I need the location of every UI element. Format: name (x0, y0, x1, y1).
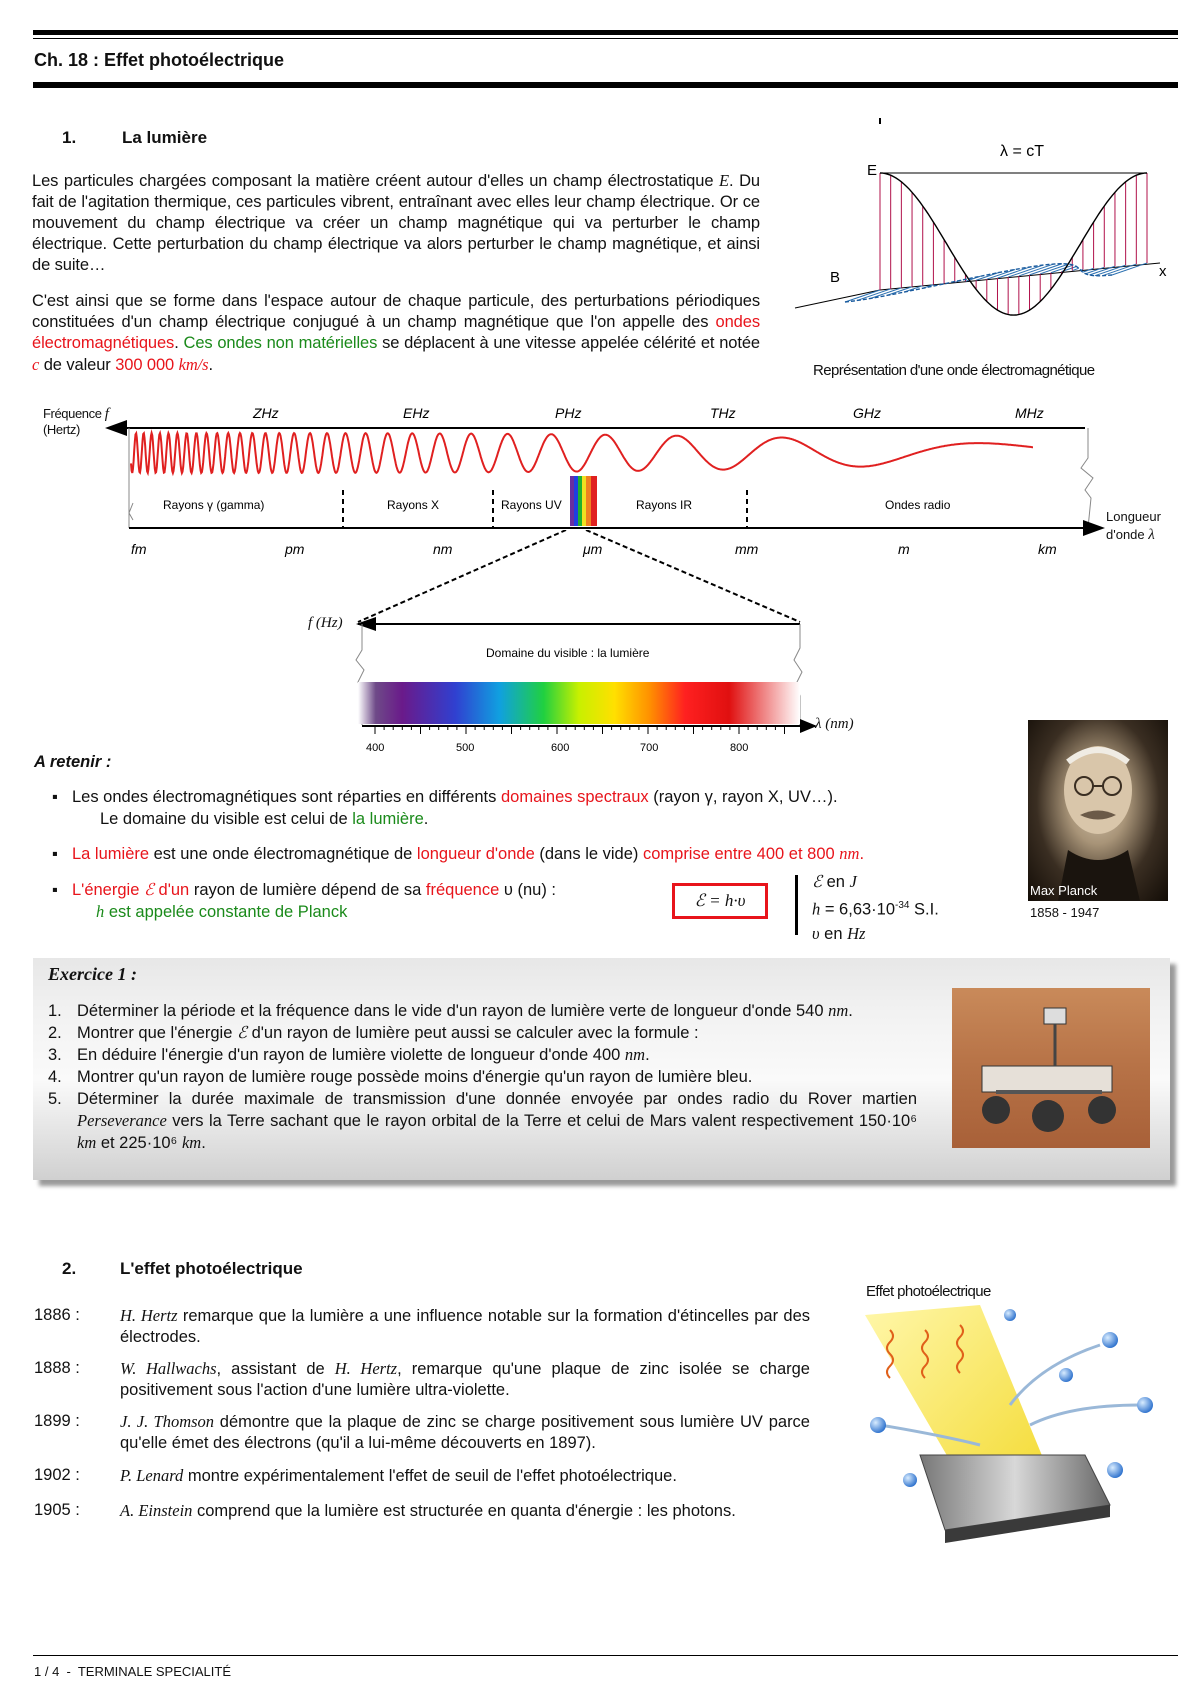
exercise-list (48, 1000, 928, 1154)
formula-units: ℰ en J $h = 6,63\cdot 10^{-34}$ S.I. υ en Hz (812, 872, 939, 943)
exercise-item: 5. Déterminer la durée maximale de transmission d'une donnée envoyée par ondes radio du Rover martien Perseverance vers la Terre sachant que le rayon orbital de la Terre et celui de Mars valent respectivement 150·10⁶ km et 225·10⁶ km. (48, 1090, 917, 1152)
section1-paragraph-2: C'est ainsi que se forme dans l'espace autour de chaque particule, des perturbations périodiques constituées d'un champ électrique conjugué à un champ magnétique que l'on appelle des ondes électromagnétiques. Ces ondes non matérielles se déplacent à une vitesse appelée célérité et notée c de valeur 300 000 km/s. (32, 292, 760, 374)
domain-gamma: Rayons γ (gamma) (163, 498, 265, 512)
header-rule-top (33, 30, 1178, 35)
freq-tick-thz: THz (710, 405, 736, 421)
wl-tick-um: μm (583, 541, 603, 557)
domain-radio: Ondes radio (885, 498, 951, 512)
header-rule-bottom (33, 82, 1178, 88)
freq-tick-zhz: ZHz (253, 405, 279, 421)
spectrum-freq-label: Fréquence f (Hertz) (43, 406, 109, 437)
retenir-title: A retenir : (34, 753, 112, 771)
visible-tick-600: 600 (551, 742, 570, 754)
wl-tick-fm: fm (131, 541, 147, 557)
header-rule-thin (33, 38, 1178, 39)
section2-number: 2. (62, 1259, 77, 1278)
wl-tick-m: m (898, 541, 910, 557)
domain-x: Rayons X (387, 498, 440, 512)
spectrum-freq-ticks (252, 405, 1044, 421)
section1-title: La lumière (122, 128, 208, 147)
freq-tick-mhz: MHz (1015, 405, 1044, 421)
exercise-item: 4. Montrer qu'un rayon de lumière rouge possède moins d'énergie qu'un rayon de lumière bleu. (48, 1068, 753, 1086)
section1-number: 1. (62, 128, 77, 147)
retenir-bullet-2: ▪ La lumière est une onde électromagnétique de longueur d'onde (dans le vide) comprise entre 400 et 800 nm. (52, 844, 865, 863)
freq-tick-ehz: EHz (403, 405, 430, 421)
domain-uv: Rayons UV (501, 498, 562, 512)
retenir-bullet-3: ▪ L'énergie ℰ d'un rayon de lumière dépend de sa fréquence υ (nu) : h est appelée constante de Planck (52, 880, 556, 921)
visible-wl-label: λ (nm) (815, 716, 854, 732)
history-list: 1886 : H. Hertz remarque que la lumière a une influence notable sur la formation d'étincelles par des électrodes. 1888 : W. Hallwachs, assistant de H. Hertz, remarque qu'une plaque de zinc isolée se charge positivement sous l'action d'une lumière ultra-violette. 1899 : J. J. Thomson démontre que la plaque de zinc se charge positivement sous lumière UV parce qu'elle émet des électrons (qu'il a lui-même découverts en 1897). 1902 : P. Lenard montre expérimentalement l'effet de seuil de l'effet photoélectrique. 1905 : A. Einstein comprend que la lumière est structurée en quanta d'énergie : les photons. (34, 1306, 810, 1520)
formula-units-bar (795, 875, 798, 935)
planck-formula-box: ℰ = h·υ (672, 883, 768, 919)
wl-tick-mm: mm (735, 541, 759, 557)
exercise-item: 1. Déterminer la période et la fréquence dans le vide d'un rayon de lumière verte de longueur d'onde 540 nm. (48, 1001, 853, 1020)
domain-ir: Rayons IR (636, 498, 693, 512)
footer-rule (33, 1655, 1178, 1656)
em-wave-figure (785, 118, 1175, 380)
freq-tick-phz: PHz (555, 405, 582, 421)
visible-domain-figure (300, 530, 860, 756)
visible-tick-500: 500 (456, 742, 475, 754)
exercise-title: Exercice 1 : (48, 964, 137, 984)
visible-tick-700: 700 (640, 742, 659, 754)
page-title: Ch. 18 : Effet photoélectrique (34, 50, 285, 70)
em-wave-label-b: B (830, 269, 841, 286)
rover-icon (952, 988, 1150, 1148)
retenir-bullet-1: ▪ Les ondes électromagnétiques sont réparties en différents domaines spectraux (rayon γ, rayon X, UV…). Le domaine du visible est celui de la lumière. (52, 788, 838, 828)
em-wave-formula: λ = cT (1000, 143, 1045, 160)
wl-tick-nm: nm (433, 541, 453, 557)
em-wave-caption: Représentation d'une onde électromagnétique (813, 362, 1095, 379)
spectrum-wl-label: Longueur d'onde λ (1106, 509, 1161, 543)
photoelectric-illustration (860, 1305, 1160, 1545)
planck-name: Max Planck (1030, 883, 1098, 898)
visible-tick-400: 400 (366, 742, 385, 754)
em-wave-label-x: x (1159, 263, 1167, 280)
section2-title: L'effet photoélectrique (120, 1259, 303, 1278)
em-wave-label-e: E (867, 162, 878, 179)
rover-image (952, 988, 1150, 1148)
freq-tick-ghz: GHz (853, 405, 881, 421)
exercise-item: 2. Montrer que l'énergie ℰ d'un rayon de lumière peut aussi se calculer avec la formule : (48, 1023, 699, 1042)
planck-face-icon (1028, 720, 1168, 901)
wl-tick-pm: pm (285, 541, 305, 557)
visible-f-label: f (Hz) (308, 615, 343, 631)
exercise-item: 3. En déduire l'énergie d'un rayon de lumière violette de longueur d'onde 400 nm. (48, 1045, 650, 1064)
section1-paragraph-1: Les particules chargées composant la matière créent autour d'elles un champ électrostatique E. Du fait de l'agitation thermique, ces particules vibrent, entraînant avec elles leur champ électrique. Or ce mouvement du champ électrique va créer un champ magnétique qui va perturber le champ électrique. Cette perturbation du champ électrique va alors perturber le champ magnétique, et ainsi de suite… (32, 171, 760, 274)
wl-tick-km: km (1038, 541, 1057, 557)
spectrum-domain-labels (163, 498, 951, 512)
visible-title: Domaine du visible : la lumière (486, 646, 650, 660)
photoelectric-caption: Effet photoélectrique (866, 1283, 991, 1300)
visible-tick-800: 800 (730, 742, 749, 754)
planck-dates: 1858 - 1947 (1030, 905, 1100, 920)
footer-text: 1 / 4 - TERMINALE SPECIALITÉ (34, 1664, 231, 1679)
planck-portrait (1028, 720, 1168, 901)
